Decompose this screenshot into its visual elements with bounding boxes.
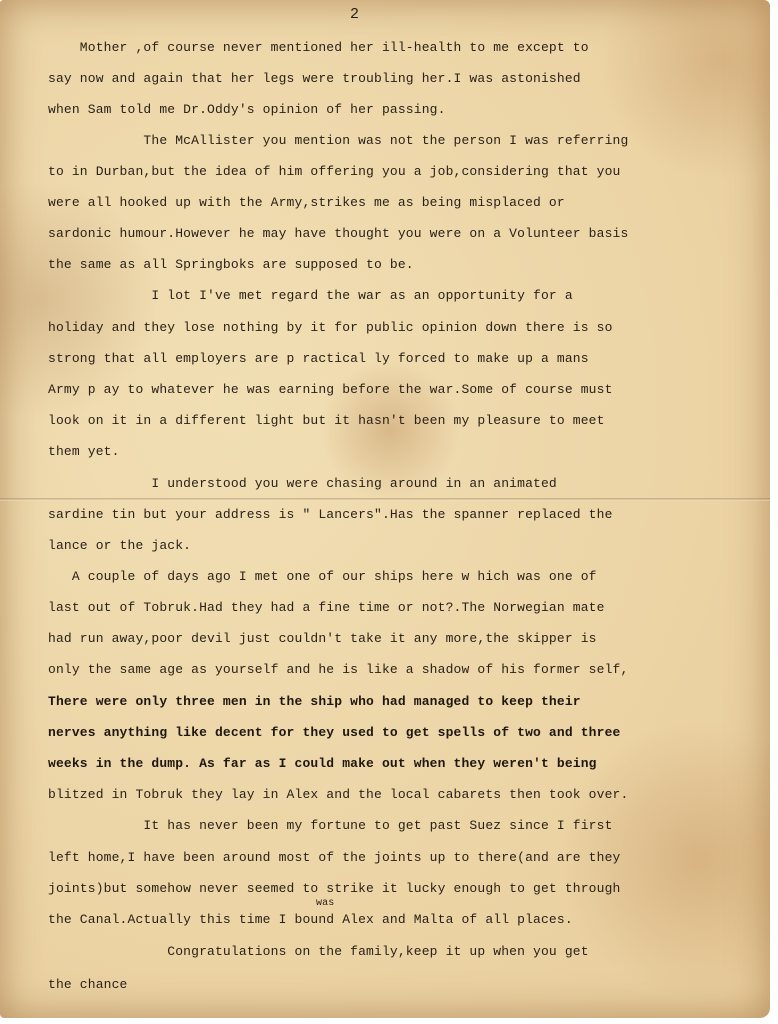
handwritten-insertion: was: [316, 898, 335, 909]
text-line: were all hooked up with the Army,strikes me as being misplaced or: [48, 195, 565, 210]
text-line: holiday and they lose nothing by it for public opinion down there is so: [48, 320, 613, 335]
text-line: the chance: [48, 977, 128, 992]
text-line: to in Durban,but the idea of him offering you a job,considering that you: [48, 164, 621, 179]
text-line: strong that all employers are p ractical ly forced to make up a mans: [48, 351, 589, 366]
page-number: 2: [350, 6, 360, 23]
text-line: It has never been my fortune to get past Suez since I first: [48, 818, 613, 833]
text-line: last out of Tobruk.Had they had a fine time or not?.The Norwegian mate: [48, 600, 605, 615]
text-line: left home,I have been around most of the joints up to there(and are they: [48, 850, 621, 865]
text-line: say now and again that her legs were troubling her.I was astonished: [48, 71, 581, 86]
text-line: The McAllister you mention was not the person I was referring: [48, 133, 629, 148]
text-line: only the same age as yourself and he is like a shadow of his former self,: [48, 662, 629, 677]
text-line: weeks in the dump. As far as I could make out when they weren't being: [48, 756, 597, 771]
text-line: the same as all Springboks are supposed to be.: [48, 257, 414, 272]
text-line: look on it in a different light but it hasn't been my pleasure to meet: [48, 413, 605, 428]
fold-crease: [0, 498, 770, 501]
text-line: the Canal.Actually this time I bound Alex and Malta of all places.: [48, 912, 573, 927]
text-line: joints)but somehow never seemed to strike it lucky enough to get through: [48, 881, 621, 896]
text-line: blitzed in Tobruk they lay in Alex and the local cabarets then took over.: [48, 787, 629, 802]
text-line: There were only three men in the ship who had managed to keep their: [48, 694, 581, 709]
text-line: I lot I've met regard the war as an opportunity for a: [48, 288, 573, 303]
text-line: A couple of days ago I met one of our ships here w hich was one of: [48, 569, 597, 584]
text-line: Army p ay to whatever he was earning before the war.Some of course must: [48, 382, 613, 397]
text-line: them yet.: [48, 444, 120, 459]
text-line: sardonic humour.However he may have thought you were on a Volunteer basis: [48, 226, 629, 241]
text-line: lance or the jack.: [48, 538, 192, 553]
text-line: when Sam told me Dr.Oddy's opinion of her passing.: [48, 102, 446, 117]
text-line: nerves anything like decent for they used to get spells of two and three: [48, 725, 621, 740]
text-line: had run away,poor devil just couldn't take it any more,the skipper is: [48, 631, 597, 646]
text-line: Mother ,of course never mentioned her ill-health to me except to: [48, 40, 589, 55]
text-line: I understood you were chasing around in an animated: [48, 476, 557, 491]
text-line: sardine tin but your address is " Lancers".Has the spanner replaced the: [48, 507, 613, 522]
text-line: Congratulations on the family,keep it up when you get: [48, 944, 589, 959]
